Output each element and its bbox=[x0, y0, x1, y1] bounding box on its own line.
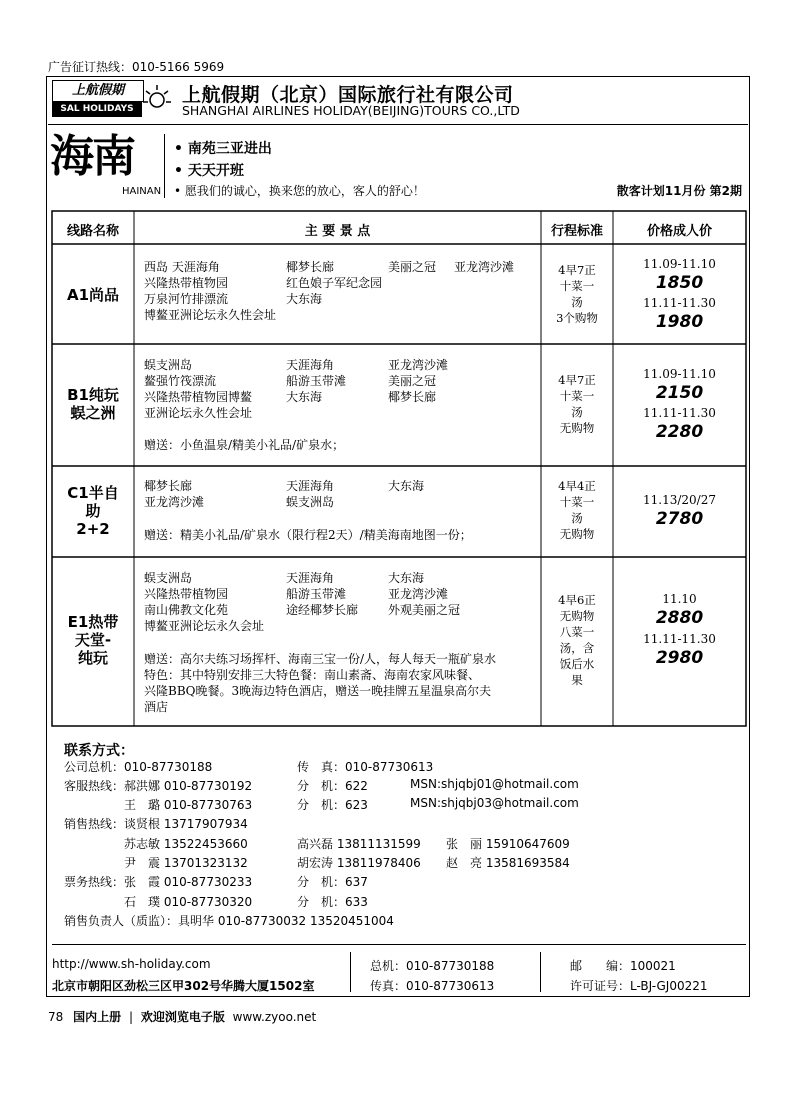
tagline: 欢迎浏览电子版 bbox=[140, 1010, 225, 1024]
spot: 天涯海角 bbox=[286, 358, 335, 372]
spot: 椰梦长廊 bbox=[286, 260, 335, 274]
itinerary-standard: 4早4正 十菜一 汤 无购物 bbox=[558, 479, 596, 541]
price-value: 2280 bbox=[655, 422, 704, 442]
company-name-cn: 上航假期（北京）国际旅行社有限公司 bbox=[182, 84, 514, 106]
contact-line: 销售热线：谈贤根 13717907934 bbox=[64, 817, 248, 831]
spot: 亚龙湾沙滩 bbox=[388, 587, 449, 601]
spot: 大东海 bbox=[388, 479, 425, 493]
contact-line: 尹 震 13701323132 bbox=[64, 856, 248, 870]
itinerary-standard: 4早7正 十菜一 汤 无购物 bbox=[558, 373, 596, 435]
price-range: 11.10 bbox=[662, 592, 697, 606]
site-link[interactable]: www.zyoo.net bbox=[232, 1010, 317, 1024]
spot: 蜈支洲岛 bbox=[144, 358, 193, 372]
contact-line: 高兴磊 13811131599 bbox=[297, 837, 421, 851]
page-number: 78 bbox=[48, 1010, 64, 1024]
spot: 亚洲论坛永久性会址 bbox=[144, 406, 253, 420]
price-range: 11.13/20/27 bbox=[643, 493, 716, 507]
contact-title: 联系方式： bbox=[64, 743, 134, 759]
gift-note: 赠送：小鱼温泉/精美小礼品/矿泉水； bbox=[144, 438, 345, 452]
contact-line: 分 机：637 bbox=[297, 875, 368, 889]
contact-msn[interactable]: MSN:shjqbj03@hotmail.com bbox=[410, 796, 579, 810]
route-name: E1热带 天堂- 纯玩 bbox=[67, 613, 119, 667]
contact-line: 销售负责人（质监）：具明华 010-87730032 13520451004 bbox=[64, 914, 394, 928]
price-value: 2780 bbox=[655, 509, 704, 529]
header-itinerary: 行程标准 bbox=[550, 224, 603, 239]
price-value: 2880 bbox=[655, 608, 704, 628]
contact-line: 苏志敏 13522453660 bbox=[64, 837, 248, 851]
spot: 蜈支洲岛 bbox=[286, 495, 335, 509]
spot: 鳌强竹筏漂流 bbox=[144, 374, 217, 388]
spot: 椰梦长廊 bbox=[144, 479, 193, 493]
footer-divider bbox=[52, 944, 746, 945]
route-name: B1纯玩 蜈之洲 bbox=[67, 386, 119, 422]
price-range: 11.09-11.10 bbox=[643, 367, 716, 381]
plan-label: 散客计划11月份 第2期 bbox=[616, 184, 742, 198]
contact-line: 赵 亮 13581693584 bbox=[446, 856, 570, 870]
logo-brand-en: SAL HOLIDAYS bbox=[52, 101, 142, 117]
address: 北京市朝阳区劲松三区甲302号华腾大厦1502室 bbox=[52, 979, 315, 993]
spot: 天涯海角 bbox=[286, 571, 335, 585]
spot: 亚龙湾沙滩 bbox=[388, 358, 449, 372]
price-value: 2980 bbox=[655, 648, 704, 668]
spot: 兴隆热带植物园博鳌 bbox=[144, 390, 253, 404]
footer-postcode: 邮 编：100021 bbox=[570, 959, 676, 973]
contact-line: 分 机：623 bbox=[297, 798, 368, 812]
company-name-en: SHANGHAI AIRLINES HOLIDAY(BEIJING)TOURS CO.,LTD bbox=[182, 103, 520, 118]
header-price: 价格成人价 bbox=[646, 224, 712, 239]
gift-note: 赠送：高尔夫练习场挥杆、海南三宝一份/人，每人每天一瓶矿泉水 bbox=[144, 652, 497, 666]
destination-title-en: HAINAN bbox=[122, 186, 162, 197]
spot: 大东海 bbox=[286, 292, 323, 306]
price-range: 11.11-11.30 bbox=[643, 406, 716, 420]
spot: 兴隆热带植物园 bbox=[144, 587, 229, 601]
website-link[interactable]: http://www.sh-holiday.com bbox=[52, 957, 211, 971]
spot: 大东海 bbox=[388, 571, 425, 585]
spot: 外观美丽之冠 bbox=[388, 603, 461, 617]
contact-msn[interactable]: MSN:shjqbj01@hotmail.com bbox=[410, 777, 579, 791]
contact-line: 张 丽 15910647609 bbox=[446, 837, 570, 851]
price-range: 11.11-11.30 bbox=[643, 632, 716, 646]
spot: 南山佛教文化苑 bbox=[144, 603, 229, 617]
section-name: 国内上册 bbox=[73, 1010, 122, 1024]
gift-note: 赠送：精美小礼品/矿泉水（限行程2天）/精美海南地图一份； bbox=[144, 528, 472, 542]
header-spots: 主 要 景 点 bbox=[304, 224, 371, 239]
contact-line: 王 璐 010-87730763 bbox=[64, 798, 253, 812]
spot: 博鳌亚洲论坛永久会址 bbox=[144, 619, 265, 633]
spot: 大东海 bbox=[286, 390, 323, 404]
bullet-3: • 愿我们的诚心，换来您的放心，客人的舒心！ bbox=[174, 184, 425, 198]
spot: 博鳌亚洲论坛永久性会址 bbox=[144, 308, 277, 322]
spot: 椰梦长廊 bbox=[388, 390, 437, 404]
footer-sep-1 bbox=[350, 952, 351, 992]
spot: 亚龙湾沙滩 bbox=[454, 260, 515, 274]
itinerary-standard: 4早7正 十菜一 汤 3个购物 bbox=[556, 263, 598, 325]
footer-phone: 总机：010-87730188 bbox=[370, 959, 495, 973]
contact-line: 分 机：633 bbox=[297, 895, 368, 909]
destination-title: 海南 bbox=[50, 131, 134, 182]
header-route: 线路名称 bbox=[66, 224, 119, 239]
price-range: 11.11-11.30 bbox=[643, 296, 716, 310]
route-name: C1半自 助 2+2 bbox=[67, 484, 119, 538]
spot: 蜈支洲岛 bbox=[144, 571, 193, 585]
contact-line: 客服热线：郝洪娜 010-87730192 bbox=[64, 779, 253, 793]
itinerary-standard: 4早6正 无购物 八菜一 汤，含 饭后水 果 bbox=[558, 593, 596, 687]
price-value: 1980 bbox=[655, 312, 704, 332]
gift-note: 特色：其中特别安排三大特色餐：南山素斋、海南农家风味餐、 bbox=[144, 668, 481, 682]
footer-sep-2 bbox=[540, 952, 541, 992]
contact-line: 胡宏涛 13811978406 bbox=[297, 856, 421, 870]
spot: 天涯海角 bbox=[286, 479, 335, 493]
footer-fax: 传真：010-87730613 bbox=[370, 979, 495, 993]
contact-line: 石 璞 010-87730320 bbox=[64, 895, 253, 909]
spot: 美丽之冠 bbox=[388, 260, 437, 274]
contact-line: 分 机：622 bbox=[297, 779, 368, 793]
spot: 途经椰梦长廊 bbox=[286, 603, 359, 617]
contact-line: 传 真：010-87730613 bbox=[297, 760, 434, 774]
bullet-2: • 天天开班 bbox=[174, 163, 244, 179]
page-footer: 78 国内上册 | 欢迎浏览电子版 www.zyoo.net bbox=[48, 1010, 317, 1024]
logo-brand-cn: 上航假期 bbox=[52, 80, 144, 102]
price-range: 11.09-11.10 bbox=[643, 257, 716, 271]
bullet-1: • 南苑三亚进出 bbox=[174, 141, 272, 157]
contact-line: 票务热线：张 霞 010-87730233 bbox=[64, 875, 253, 889]
spot: 船游玉带滩 bbox=[286, 587, 347, 601]
price-value: 2150 bbox=[655, 383, 704, 403]
spot: 兴隆热带植物园 bbox=[144, 276, 229, 290]
spot: 万泉河竹排漂流 bbox=[144, 292, 229, 306]
footer-license: 许可证号：L-BJ-GJ00221 bbox=[570, 979, 708, 993]
spot: 红色娘子军纪念园 bbox=[286, 276, 383, 290]
gift-note: 兴隆BBQ晚餐。3晚海边特色酒店，赠送一晚挂牌五星温泉高尔夫 bbox=[144, 684, 492, 698]
contact-line: 公司总机：010-87730188 bbox=[64, 760, 213, 774]
ad-hotline: 广告征订热线：010-5166 5969 bbox=[48, 60, 225, 74]
spot: 西岛 天涯海角 bbox=[144, 260, 220, 274]
route-name: A1尚品 bbox=[66, 286, 120, 304]
spot: 船游玉带滩 bbox=[286, 374, 347, 388]
spot: 亚龙湾沙滩 bbox=[144, 495, 205, 509]
gift-note: 酒店 bbox=[144, 700, 169, 714]
price-value: 1850 bbox=[655, 273, 704, 293]
spot: 美丽之冠 bbox=[388, 374, 437, 388]
